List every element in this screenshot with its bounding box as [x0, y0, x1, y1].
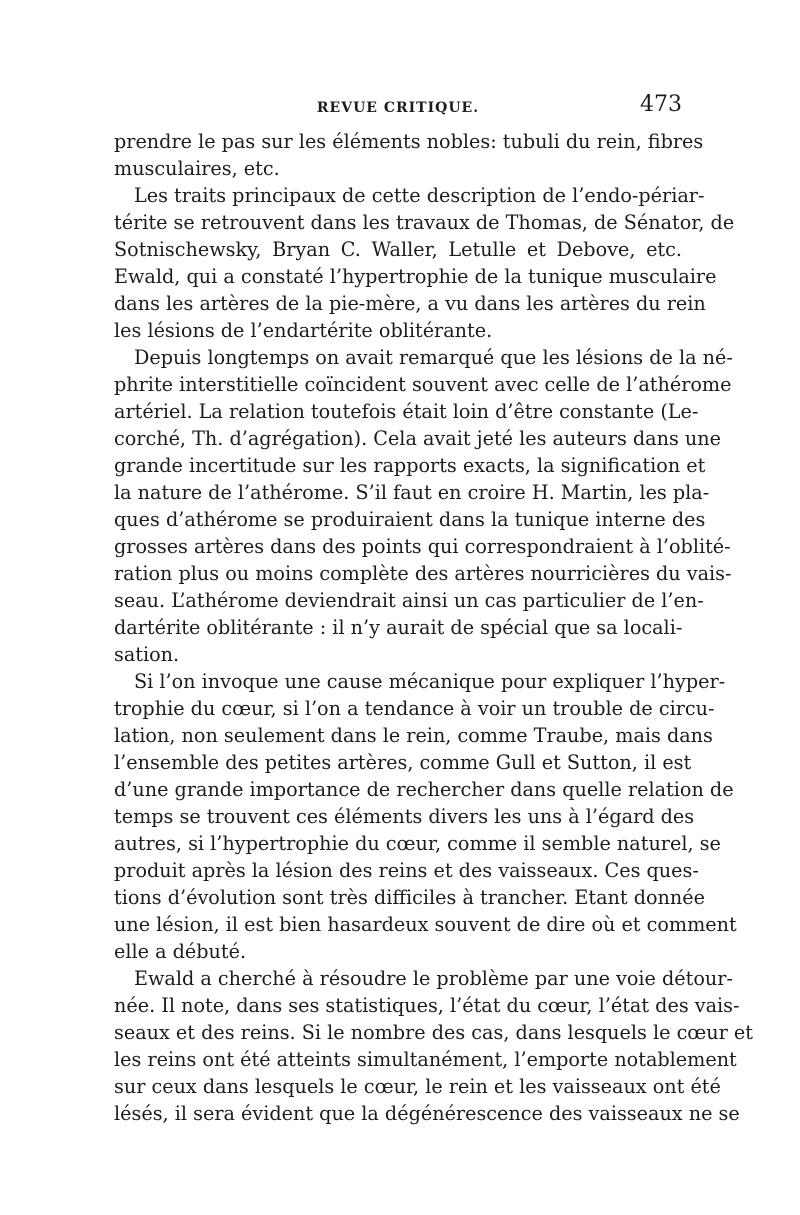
text-line: dartérite oblitérante : il n’y aurait de spécial que sa locali-: [114, 616, 683, 639]
text-line: tions d’évolution sont très difficiles à trancher. Etant donnée: [114, 886, 705, 909]
paragraph: [114, 128, 704, 182]
text-line: les reins ont été atteints simultanément, l’emporte notablement: [114, 1048, 737, 1071]
text-line: seaux et des reins. Si le nombre des cas, dans lesquels le cœur et: [114, 1021, 753, 1044]
text-line: autres, si l’hypertrophie du cœur, comme il semble naturel, se: [114, 832, 721, 855]
text-line: la nature de l’athérome. S’il faut en croire H. Martin, les pla-: [114, 481, 710, 504]
text-line: ques d’athérome se produiraient dans la tunique interne des: [114, 508, 706, 531]
text-line: corché, Th. d’agrégation). Cela avait jeté les auteurs dans une: [114, 427, 721, 450]
body-text: [114, 128, 753, 1127]
text-line: d’une grande importance de rechercher dans quelle relation de: [114, 778, 734, 801]
text-line: lation, non seulement dans le rein, comme Traube, mais dans: [114, 724, 713, 747]
text-line: grande incertitude sur les rapports exacts, la signification et: [114, 454, 706, 477]
text-line: prendre le pas sur les éléments nobles: tubuli du rein, fibres: [114, 130, 704, 153]
text-line: Sotnischewsky, Bryan C. Waller, Letulle et Debove, etc.: [114, 238, 682, 261]
paragraph: [114, 965, 753, 1127]
text-line: ration plus ou moins complète des artères nourricières du vais-: [114, 562, 732, 585]
text-line: sation.: [114, 643, 180, 666]
text-line: Ewald a cherché à résoudre le problème par une voie détour-: [134, 967, 733, 990]
text-line: Depuis longtemps on avait remarqué que les lésions de la né-: [134, 346, 733, 369]
running-head: REVUE CRITIQUE.: [316, 100, 480, 116]
text-line: Si l’on invoque une cause mécanique pour expliquer l’hyper-: [134, 670, 726, 693]
paragraph: [114, 344, 733, 668]
text-line: artériel. La relation toutefois était loin d’être constante (Le-: [114, 400, 699, 423]
text-line: musculaires, etc.: [114, 157, 280, 180]
text-line: dans les artères de la pie-mère, a vu dans les artères du rein: [114, 292, 706, 315]
text-line: née. Il note, dans ses statistiques, l’état du cœur, l’état des vais-: [114, 994, 740, 1017]
text-line: grosses artères dans des points qui correspondraient à l’oblité-: [114, 535, 731, 558]
page-number: 473: [640, 92, 682, 117]
text-line: l’ensemble des petites artères, comme Gull et Sutton, il est: [114, 751, 692, 774]
text-line: produit après la lésion des reins et des vaisseaux. Ces ques-: [114, 859, 699, 882]
text-line: Ewald, qui a constaté l’hypertrophie de la tunique musculaire: [114, 265, 717, 288]
paragraph: [114, 182, 735, 344]
paragraph: [114, 668, 737, 965]
text-line: temps se trouvent ces éléments divers les uns à l’égard des: [114, 805, 695, 828]
text-line: Les traits principaux de cette description de l’endo-périar-: [134, 184, 705, 207]
text-line: lésés, il sera évident que la dégénérescence des vaisseaux ne se: [114, 1102, 740, 1125]
text-line: phrite interstitielle coïncident souvent avec celle de l’athérome: [114, 373, 732, 396]
text-line: térite se retrouvent dans les travaux de Thomas, de Sénator, de: [114, 211, 735, 234]
text-line: une lésion, il est bien hasardeux souvent de dire où et comment: [114, 913, 737, 936]
text-line: trophie du cœur, si l’on a tendance à voir un trouble de circu-: [114, 697, 715, 720]
text-line: sur ceux dans lesquels le cœur, le rein et les vaisseaux ont été: [114, 1075, 721, 1098]
text-line: les lésions de l’endartérite oblitérante.: [114, 319, 493, 342]
text-line: elle a débuté.: [114, 940, 247, 963]
text-line: seau. L’athérome deviendrait ainsi un cas particulier de l’en-: [114, 589, 704, 612]
page-header: [114, 92, 682, 122]
